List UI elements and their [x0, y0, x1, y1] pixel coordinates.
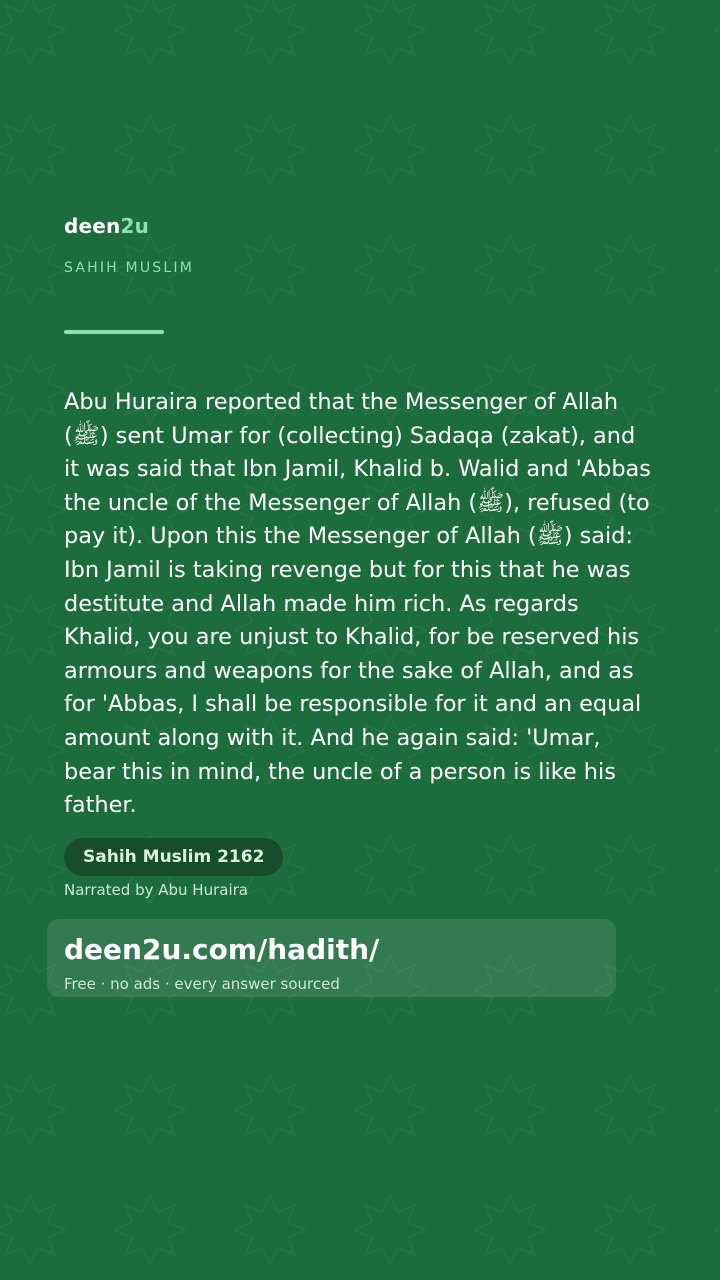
- brand-name-main: deen: [64, 214, 121, 238]
- reference-badge: Sahih Muslim 2162: [64, 838, 283, 876]
- cta-url-link[interactable]: deen2u.com/hadith/: [64, 933, 380, 966]
- collection-label: SAHIH MUSLIM: [64, 260, 194, 276]
- hadith-text: Abu Huraira reported that the Messenger of Allah (ﷺ) sent Umar for (collecting) Sadaqa (zakat), and it was said that Ibn Jamil, Khalid b. Walid and 'Abbas the uncle of the Messenger of Allah (ﷺ), refused (to pay it). Upon this the Messenger of Allah (ﷺ) said: Ibn Jamil is taking revenge but for this that he was destitute and Allah made him rich. As regards Khalid, you are unjust to Khalid, for be reserved his armours and weapons for the sake of Allah, and as for 'Abbas, I shall be responsible for it and an equal amount along with it. And he again said: 'Umar, bear this in mind, the uncle of a person is like his father.: [64, 389, 651, 819]
- brand-name-accent: 2u: [120, 214, 150, 238]
- cta-card[interactable]: [47, 919, 616, 997]
- divider: [64, 330, 164, 334]
- narrator-text: Narrated by Abu Huraira: [64, 881, 248, 899]
- cta-tagline: Free · no ads · every answer sourced: [64, 975, 340, 993]
- brand-logo: [64, 212, 149, 240]
